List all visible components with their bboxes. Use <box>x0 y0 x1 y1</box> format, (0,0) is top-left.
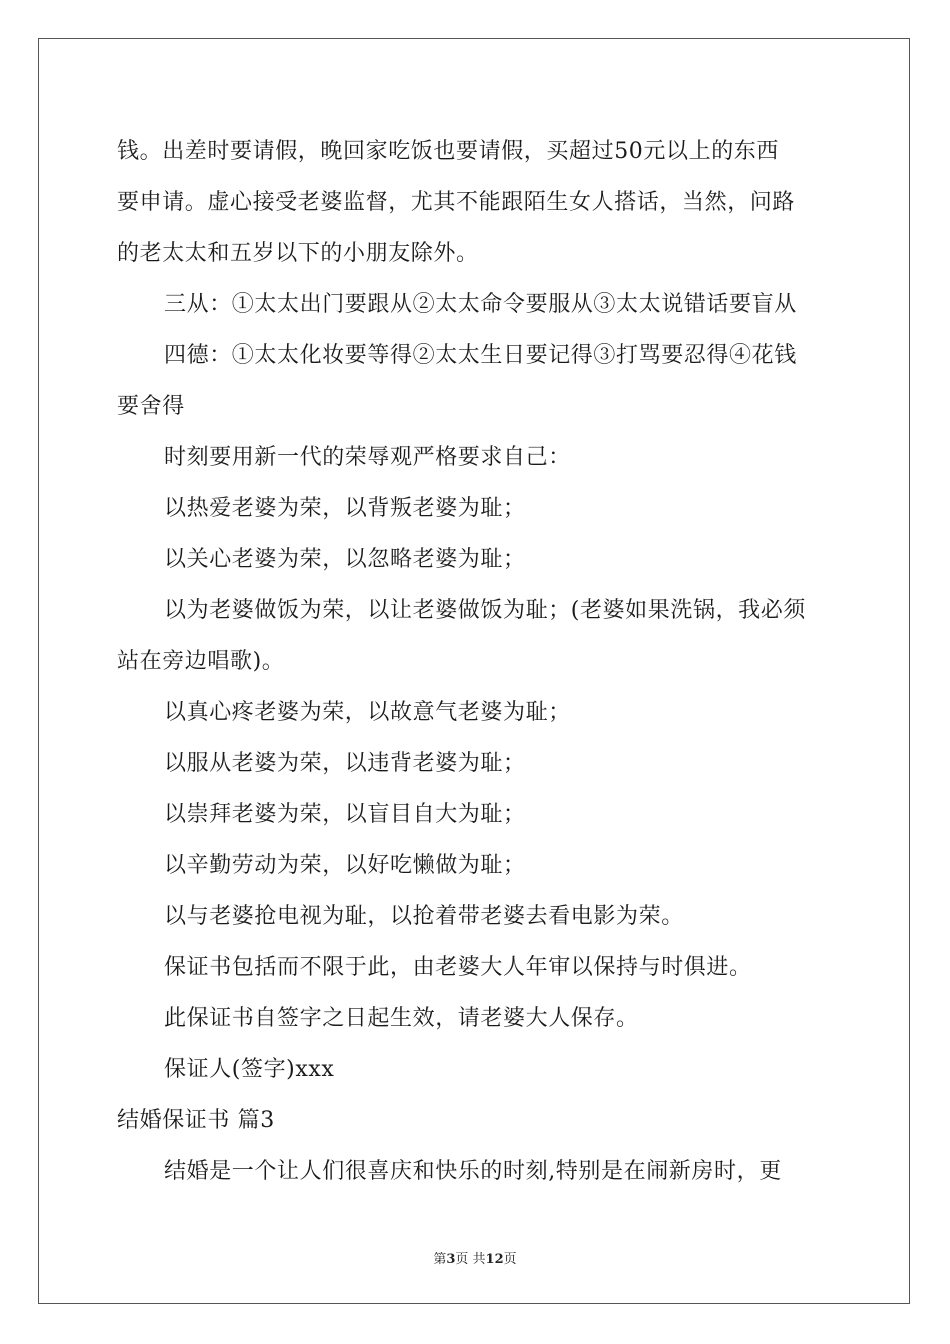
footer-prefix: 第 <box>433 1252 447 1267</box>
total-page-number: 12 <box>485 1252 504 1267</box>
text-line: 以与老婆抢电视为耻，以抢着带老婆去看电影为荣。 <box>164 904 684 929</box>
text-line: 以热爱老婆为荣，以背叛老婆为耻； <box>164 496 526 521</box>
text-line: 保证书包括而不限于此，由老婆大人年审以保持与时俱进。 <box>164 955 752 980</box>
text-line: 钱。出差时要请假，晚回家吃饭也要请假，买超过50元以上的东西 <box>117 139 779 164</box>
text-line: 保证人(签字)xxx <box>164 1057 335 1082</box>
text-line: 三从：①太太出门要跟从②太太命令要服从③太太说错话要盲从 <box>164 292 797 317</box>
text-line: 时刻要用新一代的荣辱观严格要求自己： <box>164 445 571 470</box>
page-footer <box>0 1248 950 1267</box>
text-line: 以服从老婆为荣，以违背老婆为耻； <box>164 751 526 776</box>
text-line: 以为老婆做饭为荣，以让老婆做饭为耻；(老婆如果洗锅，我必须 <box>164 598 806 623</box>
text-line: 要舍得 <box>117 394 185 419</box>
current-page-number: 3 <box>446 1252 456 1267</box>
text-line: 结婚是一个让人们很喜庆和快乐的时刻,特别是在闹新房时，更 <box>164 1159 782 1184</box>
text-line: 以关心老婆为荣，以忽略老婆为耻； <box>164 547 526 572</box>
text-line: 以崇拜老婆为荣，以盲目自大为耻； <box>164 802 526 827</box>
footer-mid: 页 共 <box>455 1252 486 1267</box>
text-line: 站在旁边唱歌)。 <box>117 649 285 674</box>
text-line: 的老太太和五岁以下的小朋友除外。 <box>117 241 479 266</box>
footer-suffix: 页 <box>503 1252 517 1267</box>
text-line: 以辛勤劳动为荣，以好吃懒做为耻； <box>164 853 526 878</box>
text-line: 四德：①太太化妆要等得②太太生日要记得③打骂要忍得④花钱 <box>164 343 797 368</box>
text-line: 结婚保证书 篇3 <box>117 1108 275 1133</box>
text-line: 以真心疼老婆为荣，以故意气老婆为耻； <box>164 700 571 725</box>
document-body <box>117 126 837 1197</box>
text-line: 此保证书自签字之日起生效，请老婆大人保存。 <box>164 1006 639 1031</box>
text-line: 要申请。虚心接受老婆监督，尤其不能跟陌生女人搭话，当然，问路 <box>117 190 796 215</box>
